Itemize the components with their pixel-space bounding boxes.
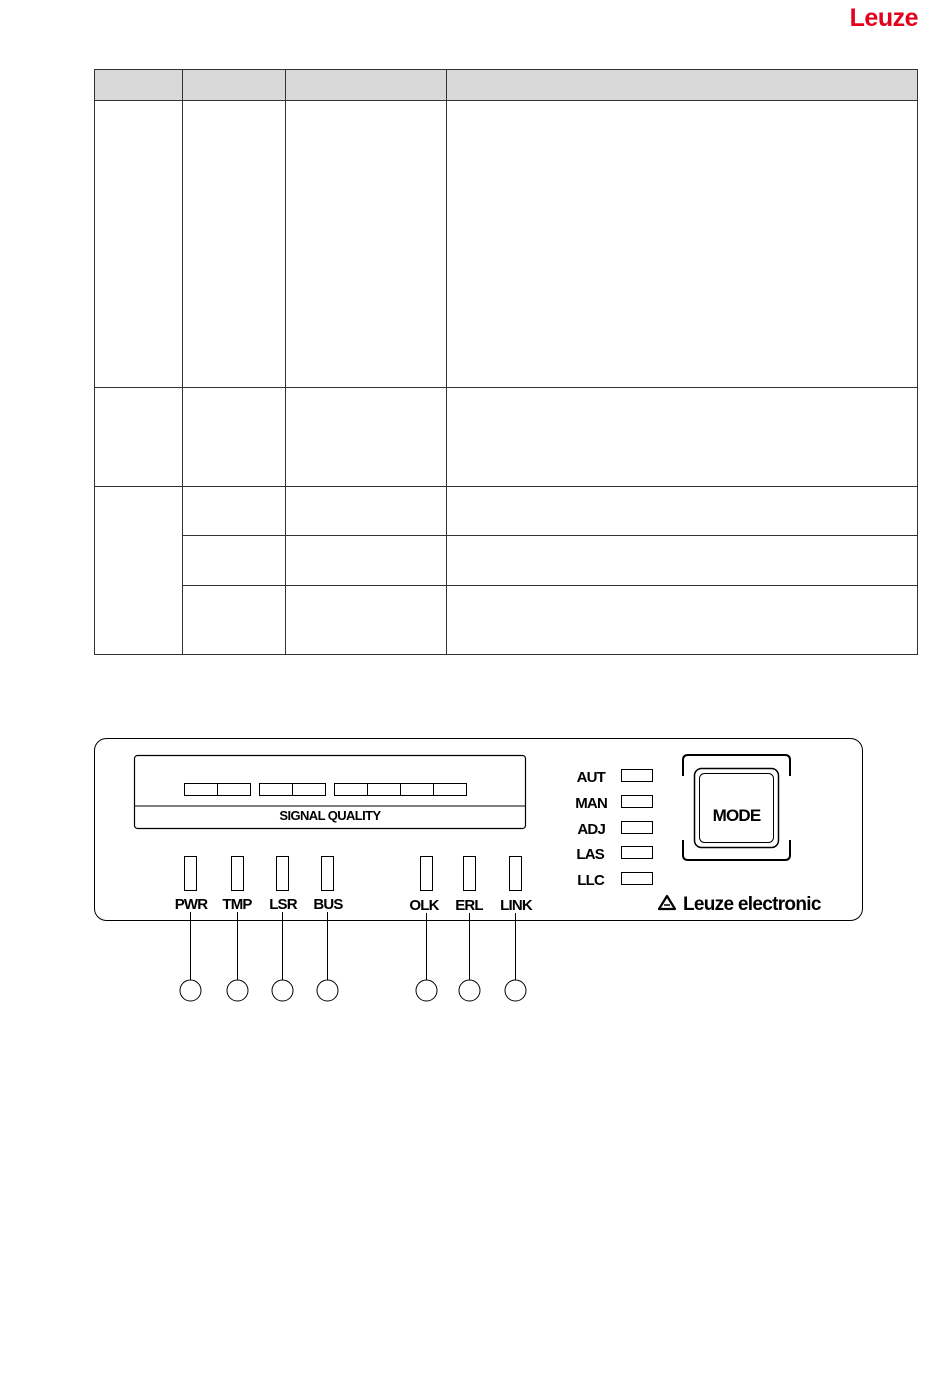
lsr-label: LSR <box>269 896 297 913</box>
signal-quality-segment <box>401 784 434 796</box>
bus-label: BUS <box>313 896 343 913</box>
link-label: LINK <box>500 897 532 914</box>
las-label: LAS <box>576 846 604 863</box>
callout-circle <box>272 980 293 1001</box>
adj-led <box>622 822 653 834</box>
signal-quality-segment <box>185 784 218 796</box>
signal-quality-bar <box>185 784 467 796</box>
erl-label: ERL <box>455 897 483 914</box>
signal-quality-segment <box>368 784 401 796</box>
pwr-led <box>185 857 197 891</box>
llc-label: LLC <box>577 872 604 889</box>
leuze-logo-icon <box>659 896 675 909</box>
leuze-electronic-logo: Leuze electronic <box>683 894 821 915</box>
tmp-label: TMP <box>222 896 252 913</box>
callout-circle <box>505 980 526 1001</box>
olk-label: OLK <box>409 897 439 914</box>
link-led <box>510 857 522 891</box>
signal-quality-segment <box>293 784 326 796</box>
man-label: MAN <box>575 795 607 812</box>
lsr-led <box>277 857 289 891</box>
llc-led <box>622 873 653 885</box>
callout-circle <box>227 980 248 1001</box>
tmp-led <box>232 857 244 891</box>
signal-quality-segment <box>335 784 368 796</box>
brand-logo: Leuze <box>849 4 918 32</box>
bus-led <box>322 857 334 891</box>
callout-circle <box>416 980 437 1001</box>
adj-label: ADJ <box>577 821 605 838</box>
callout-circle <box>180 980 201 1001</box>
pwr-label: PWR <box>174 896 208 913</box>
man-led <box>622 796 653 808</box>
mode-button[interactable] <box>695 769 779 848</box>
callout-circle <box>317 980 338 1001</box>
erl-led <box>464 857 476 891</box>
callout-circle <box>459 980 480 1001</box>
signal-quality-segment <box>218 784 251 796</box>
signal-quality-segment <box>434 784 467 796</box>
mode-button-label: MODE <box>712 806 761 825</box>
aut-led <box>622 770 653 782</box>
signal-quality-segment <box>260 784 293 796</box>
signal-quality-label: SIGNAL QUALITY <box>279 808 381 823</box>
olk-led <box>421 857 433 891</box>
las-led <box>622 847 653 859</box>
aut-label: AUT <box>576 769 605 786</box>
